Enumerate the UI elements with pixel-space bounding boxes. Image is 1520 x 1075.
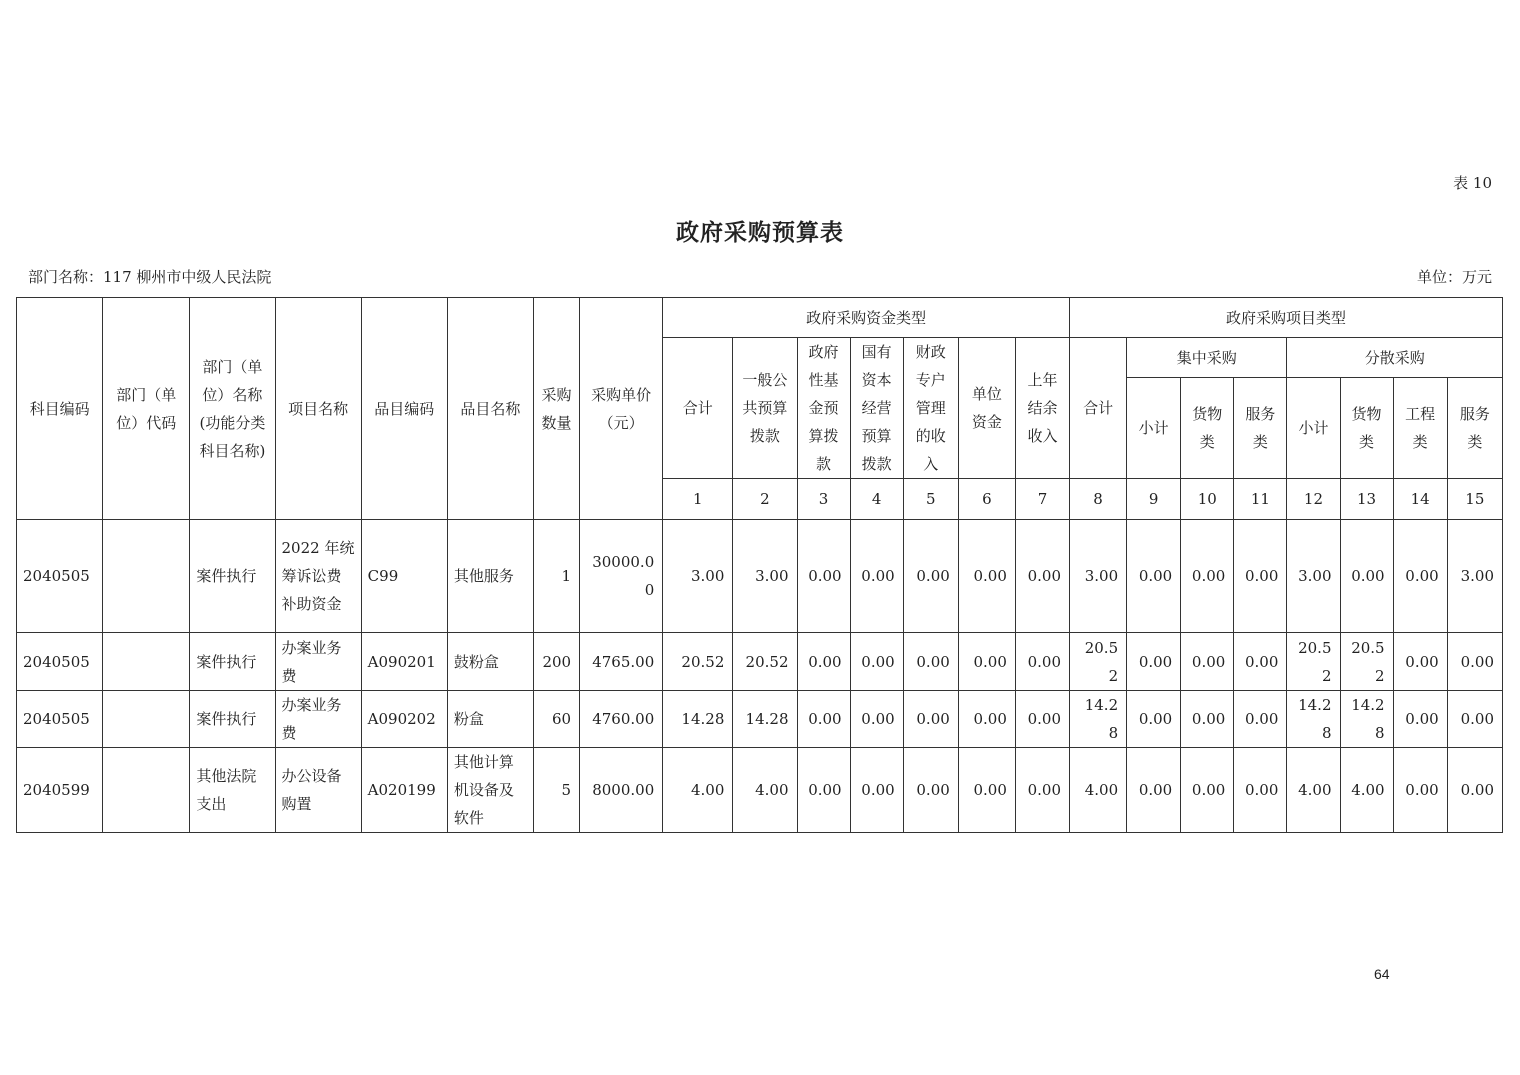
- col-number: 8: [1070, 479, 1127, 520]
- cell-dept-code: [103, 633, 190, 691]
- header-engineering: 工程类: [1393, 378, 1447, 479]
- cell-value: 0.00: [1234, 520, 1287, 633]
- col-number: 5: [903, 479, 958, 520]
- cell-quantity: 5: [534, 748, 580, 833]
- col-number: 12: [1287, 479, 1340, 520]
- cell-unit-price: 30000.00: [580, 520, 663, 633]
- cell-value: 20.52: [663, 633, 733, 691]
- cell-value: 0.00: [1127, 691, 1181, 748]
- cell-quantity: 60: [534, 691, 580, 748]
- col-number: 9: [1127, 479, 1181, 520]
- header-dept-code: 部门（单位）代码: [103, 298, 190, 520]
- cell-value: 0.00: [850, 520, 903, 633]
- table-row: [17, 633, 1503, 691]
- col-number: 11: [1234, 479, 1287, 520]
- cell-value: 0.00: [1181, 691, 1234, 748]
- cell-value: 0.00: [1234, 691, 1287, 748]
- cell-value: 0.00: [903, 633, 958, 691]
- cell-subject-code: 2040505: [17, 691, 103, 748]
- col-number: 14: [1393, 479, 1447, 520]
- cell-quantity: 200: [534, 633, 580, 691]
- header-gov-fund: 政府性基金预算拨款: [797, 338, 850, 479]
- cell-value: 0.00: [958, 691, 1015, 748]
- cell-value: 0.00: [1393, 748, 1447, 833]
- department-label: 部门名称：: [28, 268, 104, 286]
- cell-value: 3.00: [663, 520, 733, 633]
- cell-value: 14.28: [1340, 691, 1393, 748]
- cell-value: 20.52: [1287, 633, 1340, 691]
- cell-subject-code: 2040599: [17, 748, 103, 833]
- header-subject-code: 科目编码: [17, 298, 103, 520]
- cell-value: 0.00: [1393, 520, 1447, 633]
- cell-project-name: 办公设备购置: [275, 748, 361, 833]
- cell-value: 0.00: [1127, 633, 1181, 691]
- cell-value: 0.00: [1127, 520, 1181, 633]
- header-subtotal: 小计: [1127, 378, 1181, 479]
- cell-project-name: 2022 年统筹诉讼费补助资金: [275, 520, 361, 633]
- cell-value: 0.00: [903, 520, 958, 633]
- cell-value: 0.00: [850, 748, 903, 833]
- header-subtotal2: 小计: [1287, 378, 1340, 479]
- cell-value: 20.52: [1070, 633, 1127, 691]
- cell-unit-price: 8000.00: [580, 748, 663, 833]
- header-project-type: 政府采购项目类型: [1070, 298, 1503, 338]
- cell-value: 4.00: [1340, 748, 1393, 833]
- header-total2: 合计: [1070, 338, 1127, 479]
- cell-value: 14.28: [733, 691, 797, 748]
- table-row: [17, 748, 1503, 833]
- unit-label: 单位：万元: [1416, 268, 1492, 286]
- cell-value: 0.00: [1181, 520, 1234, 633]
- col-number: 1: [663, 479, 733, 520]
- cell-value: 0.00: [1181, 633, 1234, 691]
- col-number: 10: [1181, 479, 1234, 520]
- cell-project-name: 办案业务费: [275, 633, 361, 691]
- cell-dept-code: [103, 520, 190, 633]
- cell-dept-code: [103, 748, 190, 833]
- cell-value: 3.00: [1070, 520, 1127, 633]
- cell-value: 0.00: [1340, 520, 1393, 633]
- col-number: 13: [1340, 479, 1393, 520]
- header-last-year: 上年结余收入: [1015, 338, 1069, 479]
- table-row: [17, 691, 1503, 748]
- cell-project-name: 办案业务费: [275, 691, 361, 748]
- cell-item-name: 其他计算机设备及软件: [447, 748, 533, 833]
- page-number: 64: [1374, 966, 1390, 982]
- header-project-name: 项目名称: [275, 298, 361, 520]
- header-services2: 服务类: [1447, 378, 1502, 479]
- col-number: 4: [850, 479, 903, 520]
- cell-quantity: 1: [534, 520, 580, 633]
- cell-value: 0.00: [1181, 748, 1234, 833]
- cell-value: 0.00: [958, 748, 1015, 833]
- header-unit-fund: 单位资金: [958, 338, 1015, 479]
- cell-value: 4.00: [733, 748, 797, 833]
- cell-dept-name: 案件执行: [190, 520, 275, 633]
- cell-value: 20.52: [1340, 633, 1393, 691]
- cell-value: 0.00: [1234, 748, 1287, 833]
- cell-value: 20.52: [733, 633, 797, 691]
- cell-value: 0.00: [797, 691, 850, 748]
- page-title: 政府采购预算表: [676, 219, 844, 246]
- header-state-capital: 国有资本经营预算拨款: [850, 338, 903, 479]
- cell-subject-code: 2040505: [17, 520, 103, 633]
- cell-value: 3.00: [1447, 520, 1502, 633]
- cell-value: 0.00: [1447, 691, 1502, 748]
- header-quantity: 采购数量: [534, 298, 580, 520]
- cell-value: 0.00: [903, 748, 958, 833]
- cell-item-code: A090202: [361, 691, 447, 748]
- table-body: [17, 520, 1503, 833]
- cell-value: 4.00: [1287, 748, 1340, 833]
- cell-value: 0.00: [903, 691, 958, 748]
- table-number: 表 10: [1453, 174, 1492, 192]
- cell-value: 14.28: [1287, 691, 1340, 748]
- col-number: 3: [797, 479, 850, 520]
- cell-value: 0.00: [1015, 691, 1069, 748]
- cell-item-code: C99: [361, 520, 447, 633]
- cell-value: 0.00: [1393, 691, 1447, 748]
- department-line: [28, 266, 271, 287]
- cell-dept-name: 案件执行: [190, 633, 275, 691]
- cell-value: 0.00: [1015, 633, 1069, 691]
- cell-value: 3.00: [733, 520, 797, 633]
- header-item-code: 品目编码: [361, 298, 447, 520]
- header-item-name: 品目名称: [447, 298, 533, 520]
- cell-value: 0.00: [958, 633, 1015, 691]
- cell-item-name: 粉盒: [447, 691, 533, 748]
- cell-value: 0.00: [1015, 748, 1069, 833]
- header-goods: 货物类: [1181, 378, 1234, 479]
- cell-value: 4.00: [663, 748, 733, 833]
- header-general-budget: 一般公共预算拨款: [733, 338, 797, 479]
- cell-value: 0.00: [850, 691, 903, 748]
- cell-value: 0.00: [1447, 633, 1502, 691]
- cell-value: 0.00: [958, 520, 1015, 633]
- cell-value: 0.00: [1015, 520, 1069, 633]
- cell-subject-code: 2040505: [17, 633, 103, 691]
- header-special-account: 财政专户管理的收入: [903, 338, 958, 479]
- cell-value: 14.28: [663, 691, 733, 748]
- cell-value: 14.28: [1070, 691, 1127, 748]
- procurement-budget-table: [16, 297, 1503, 833]
- header-central: 集中采购: [1127, 338, 1287, 378]
- table-row: [17, 520, 1503, 633]
- cell-value: 4.00: [1070, 748, 1127, 833]
- cell-value: 0.00: [797, 748, 850, 833]
- cell-value: 0.00: [850, 633, 903, 691]
- cell-item-name: 鼓粉盒: [447, 633, 533, 691]
- cell-dept-name: 案件执行: [190, 691, 275, 748]
- cell-value: 0.00: [1393, 633, 1447, 691]
- cell-value: 0.00: [1234, 633, 1287, 691]
- header-dept-name: 部门（单位）名称(功能分类科目名称): [190, 298, 275, 520]
- cell-dept-code: [103, 691, 190, 748]
- header-fund-type: 政府采购资金类型: [663, 298, 1070, 338]
- cell-unit-price: 4765.00: [580, 633, 663, 691]
- department-name: 117 柳州市中级人民法院: [103, 268, 272, 286]
- header-goods2: 货物类: [1340, 378, 1393, 479]
- cell-dept-name: 其他法院支出: [190, 748, 275, 833]
- cell-value: 0.00: [1127, 748, 1181, 833]
- cell-value: 0.00: [797, 520, 850, 633]
- header-total: 合计: [663, 338, 733, 479]
- cell-value: 3.00: [1287, 520, 1340, 633]
- col-number: 7: [1015, 479, 1069, 520]
- cell-value: 0.00: [797, 633, 850, 691]
- header-unit-price: 采购单价（元）: [580, 298, 663, 520]
- cell-item-code: A020199: [361, 748, 447, 833]
- cell-value: 0.00: [1447, 748, 1502, 833]
- header-scattered: 分散采购: [1287, 338, 1503, 378]
- cell-item-name: 其他服务: [447, 520, 533, 633]
- cell-unit-price: 4760.00: [580, 691, 663, 748]
- col-number: 6: [958, 479, 1015, 520]
- header-services: 服务类: [1234, 378, 1287, 479]
- col-number: 2: [733, 479, 797, 520]
- cell-item-code: A090201: [361, 633, 447, 691]
- col-number: 15: [1447, 479, 1502, 520]
